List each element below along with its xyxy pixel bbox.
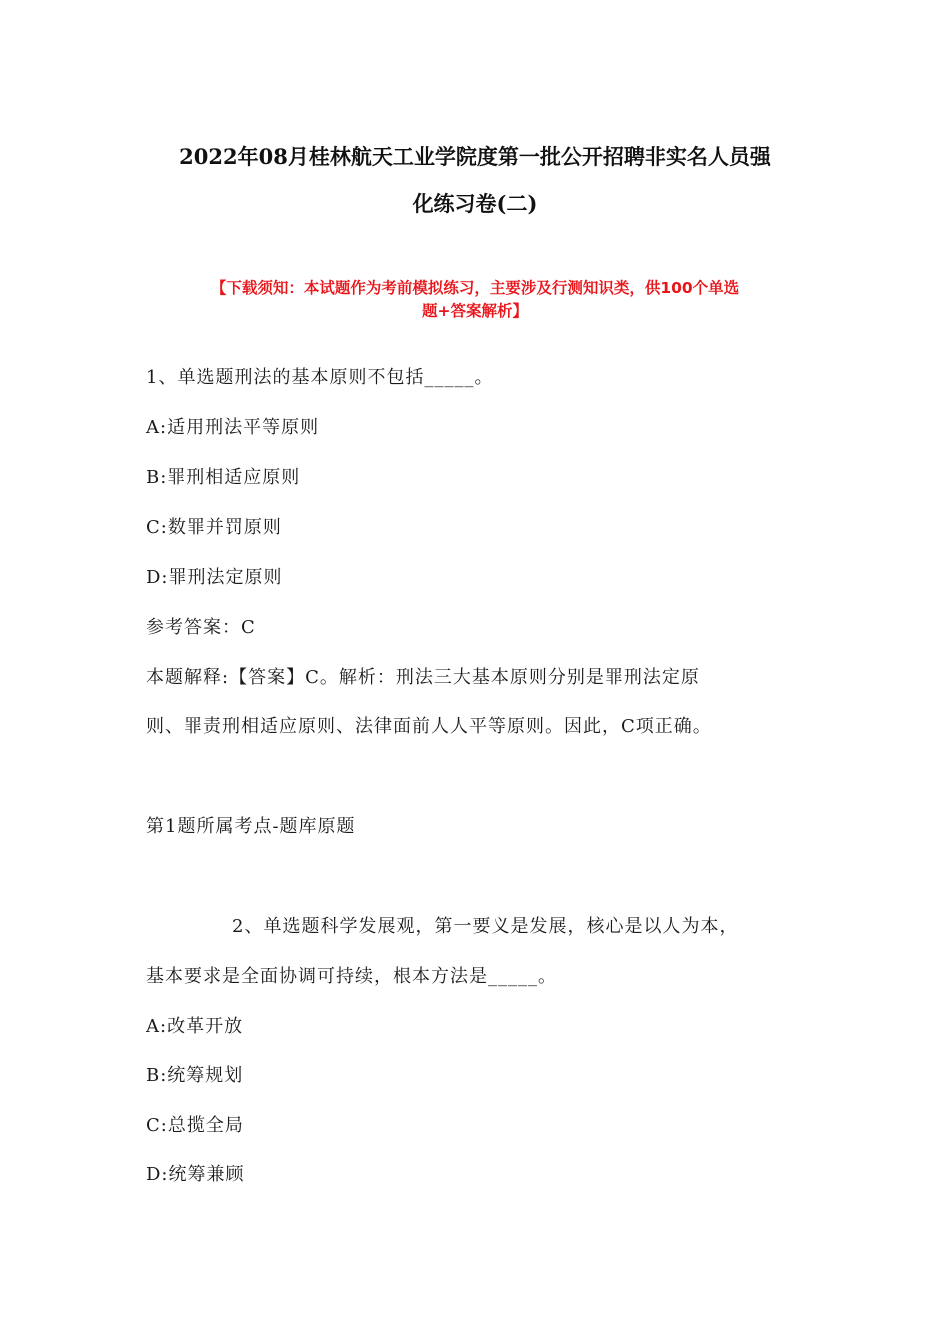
question-1-option-b: B:罪刑相适应原则	[146, 467, 301, 488]
question-2-option-d: D:统筹兼顾	[146, 1164, 245, 1185]
question-1-answer: 参考答案：C	[146, 617, 256, 638]
question-1-option-c: C:数罪并罚原则	[146, 517, 282, 538]
document-title-line-1: 2022年08月桂林航天工业学院度第一批公开招聘非实名人员强	[179, 144, 771, 169]
question-1-explanation-line-2: 则、罪责刑相适应原则、法律面前人人平等原则。因此，C项正确。	[146, 716, 712, 737]
question-2-option-b: B:统筹规划	[146, 1065, 244, 1086]
download-notice-line-2: 题+答案解析】	[422, 302, 528, 320]
question-1-source: 第1题所属考点-题库原题	[146, 816, 356, 837]
document-title-line-2: 化练习卷(二)	[412, 191, 538, 216]
question-1-explanation-line-1: 本题解释:【答案】C。解析：刑法三大基本原则分别是罪刑法定原	[146, 667, 700, 688]
question-1-option-a: A:适用刑法平等原则	[146, 417, 320, 438]
question-1-option-d: D:罪刑法定原则	[146, 567, 283, 588]
question-2-option-a: A:改革开放	[146, 1016, 244, 1037]
question-1-stem: 1、单选题刑法的基本原则不包括_____。	[146, 367, 494, 388]
question-2-option-c: C:总揽全局	[146, 1115, 244, 1136]
download-notice-line-1: 【下载须知：本试题作为考前模拟练习，主要涉及行测知识类，供100个单选	[210, 279, 740, 297]
question-2-stem-line-1: 2、单选题科学发展观，第一要义是发展，核心是以人为本，	[232, 916, 739, 937]
question-2-stem-line-2: 基本要求是全面协调可持续，根本方法是_____。	[146, 966, 557, 987]
